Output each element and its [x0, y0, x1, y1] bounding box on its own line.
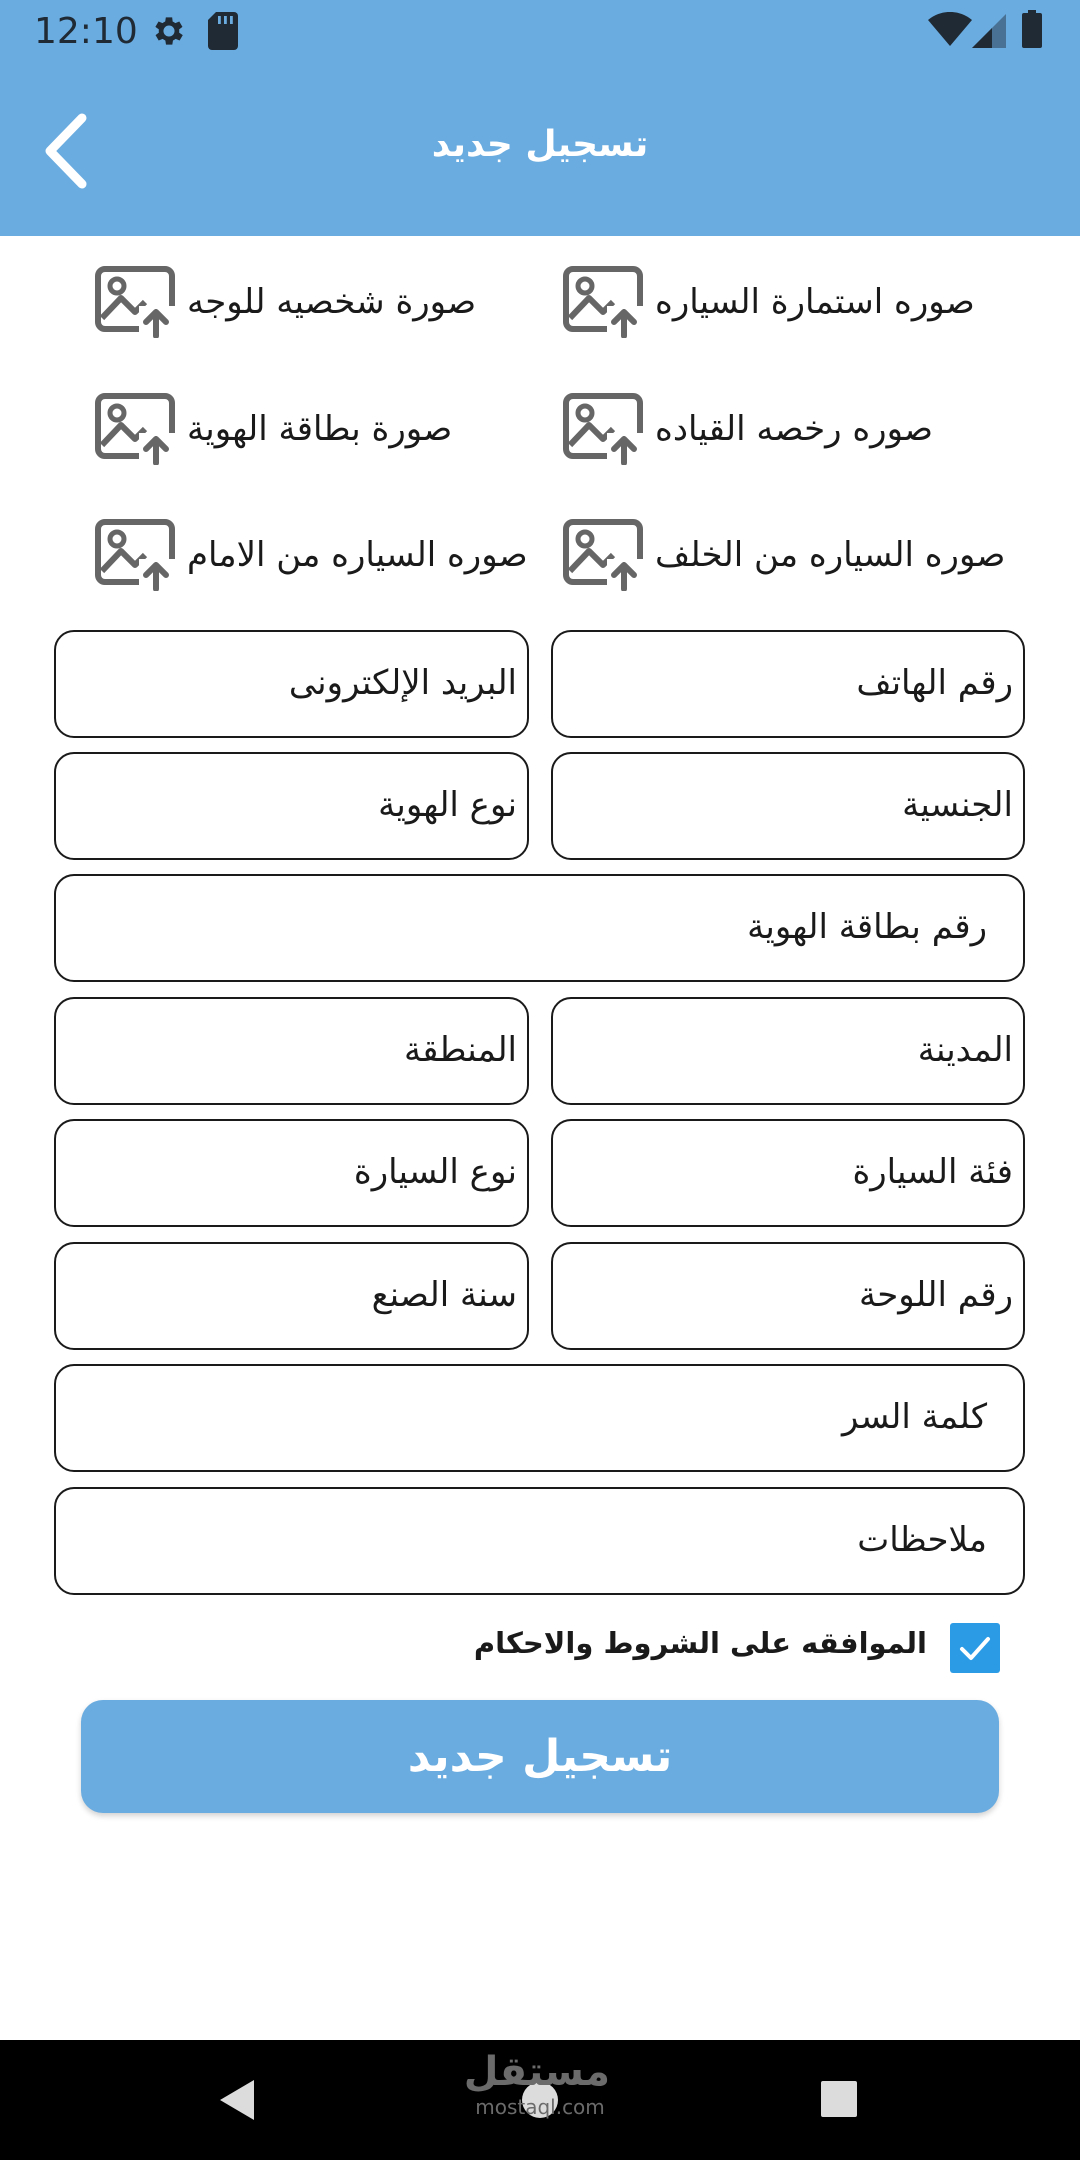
cell-signal-icon: [972, 14, 1006, 48]
plate-number-field[interactable]: [551, 1242, 1025, 1350]
notes-field[interactable]: [54, 1487, 1025, 1595]
upload-face-photo[interactable]: [95, 262, 476, 342]
image-upload-icon: [563, 266, 645, 338]
upload-label: صوره استمارة السياره: [655, 282, 975, 322]
nav-recents-icon[interactable]: [820, 2080, 858, 2118]
region-field-placeholder: المنطقة: [403, 1030, 517, 1070]
app-header: [0, 0, 1080, 236]
page-title: تسجيل جديد: [431, 124, 649, 165]
car-class-field[interactable]: [551, 1119, 1025, 1227]
email-field-placeholder: البريد الإلكترونى: [288, 663, 517, 703]
register-button[interactable]: [81, 1700, 999, 1813]
city-field-placeholder: المدينة: [917, 1030, 1013, 1070]
password-field-placeholder: كلمة السر: [841, 1397, 987, 1437]
manufacture-year-field[interactable]: [54, 1242, 529, 1350]
nationality-field[interactable]: [551, 752, 1025, 860]
image-upload-icon: [95, 393, 177, 465]
region-field[interactable]: [54, 997, 529, 1105]
id-type-field-placeholder: نوع الهوية: [378, 785, 517, 825]
image-upload-icon: [563, 393, 645, 465]
plate-number-field-placeholder: رقم اللوحة: [859, 1275, 1013, 1315]
nav-back-icon[interactable]: [218, 2078, 256, 2122]
terms-checkbox[interactable]: [950, 1623, 1000, 1673]
nationality-field-placeholder: الجنسية: [902, 785, 1013, 825]
upload-label: صورة شخصيه للوجه: [187, 282, 477, 322]
watermark-logo: [463, 2048, 610, 2119]
city-field[interactable]: [551, 997, 1025, 1105]
sd-card-icon: [208, 12, 238, 50]
upload-label: صوره السياره من الخلف: [655, 535, 1006, 575]
terms-label: الموافقه على الشروط والاحكام: [473, 1626, 927, 1660]
register-button-label: تسجيل جديد: [407, 1731, 673, 1782]
image-upload-icon: [95, 519, 177, 591]
image-upload-icon: [563, 519, 645, 591]
email-field[interactable]: [54, 630, 529, 738]
notes-field-placeholder: ملاحظات: [857, 1520, 987, 1560]
car-class-field-placeholder: فئة السيارة: [852, 1152, 1013, 1192]
checkmark-icon: [950, 1623, 1000, 1673]
upload-id-card[interactable]: [95, 389, 452, 469]
password-field[interactable]: [54, 1364, 1025, 1472]
upload-car-back[interactable]: [563, 515, 1005, 595]
image-upload-icon: [95, 266, 177, 338]
phone-field[interactable]: [551, 630, 1025, 738]
manufacture-year-field-placeholder: سنة الصنع: [371, 1275, 517, 1315]
watermark-latin: mostaql.com: [475, 2095, 605, 2119]
upload-label: صورة بطاقة الهوية: [187, 409, 453, 449]
id-type-field[interactable]: [54, 752, 529, 860]
upload-label: صوره السياره من الامام: [187, 535, 528, 575]
car-type-field-placeholder: نوع السيارة: [353, 1152, 517, 1192]
id-number-field-placeholder: رقم بطاقة الهوية: [747, 907, 987, 947]
watermark-arabic: مستقل: [463, 2049, 610, 2095]
id-number-field[interactable]: [54, 874, 1025, 982]
settings-gear-icon: [150, 12, 188, 50]
car-type-field[interactable]: [54, 1119, 529, 1227]
terms-row: [473, 1620, 1005, 1676]
battery-icon: [1022, 10, 1042, 48]
phone-field-placeholder: رقم الهاتف: [856, 663, 1013, 703]
status-time: 12:10: [34, 11, 138, 52]
upload-car-front[interactable]: [95, 515, 528, 595]
wifi-icon: [928, 12, 972, 48]
upload-car-registration[interactable]: [563, 262, 975, 342]
upload-label: صوره رخصه القياده: [655, 409, 934, 449]
upload-driving-license[interactable]: [563, 389, 933, 469]
